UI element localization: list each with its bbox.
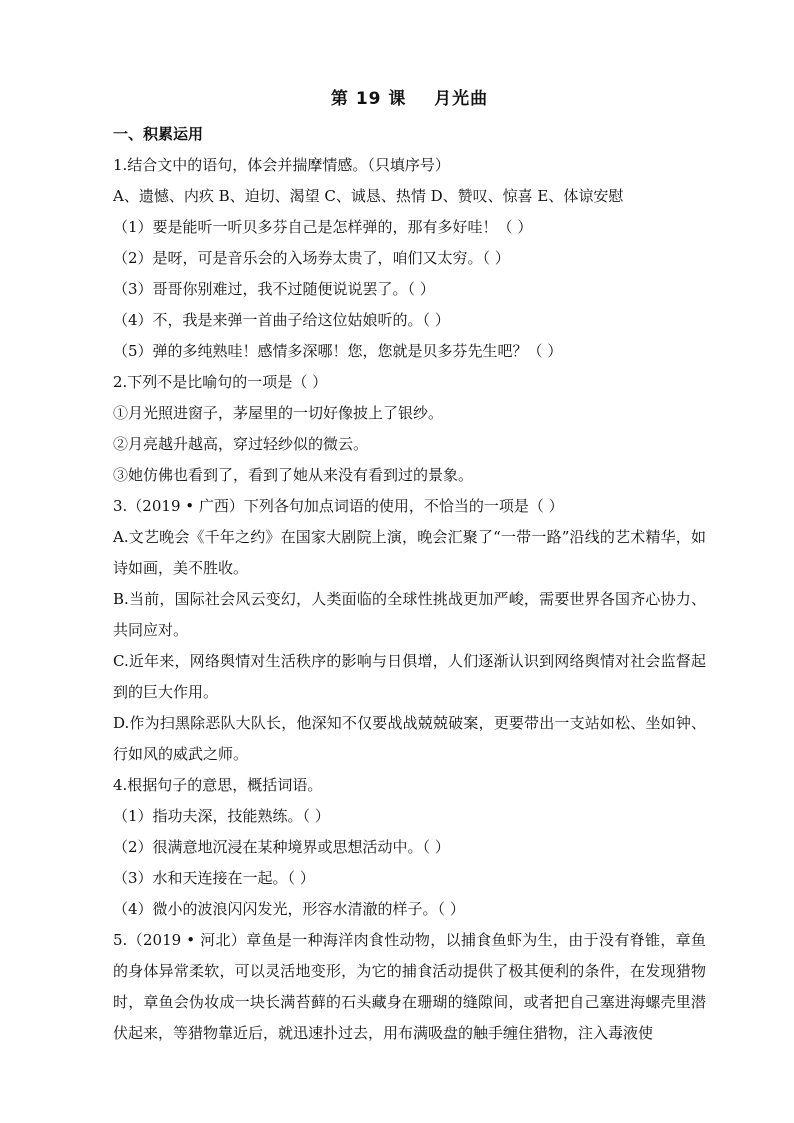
question-4 [113, 770, 706, 925]
question-2-stem: 2.下列不是比喻句的一项是（ ） [113, 373, 328, 391]
question-2-option: ①月光照进窗子，茅屋里的一切好像披上了银纱。 [113, 404, 444, 422]
question-1-options: A、遗憾、内疚 B、迫切、渴望 C、诚恳、热情 D、赞叹、惊喜 E、体谅安慰 [113, 187, 624, 205]
question-3-stem: 3.（2019 • 广西）下列各句加点词语的使用，不恰当的一项是（ ） [113, 497, 564, 515]
question-3-option-a: A.文艺晚会《千年之约》在国家大剧院上演，晚会汇聚了“一带一路”沿线的艺术精华，如诗如画，美不胜收。 [113, 528, 706, 577]
question-2 [113, 367, 706, 491]
question-1 [113, 150, 706, 367]
question-1-item: （5）弹的多纯熟哇！感情多深哪！您，您就是贝多芬先生吧？（ ） [113, 342, 563, 360]
question-5 [113, 925, 706, 1049]
question-5-passage: 5.（2019 • 河北）章鱼是一种海洋肉食性动物，以捕食鱼虾为生，由于没有脊锥，章鱼的身体异常柔软，可以灵活地变形，为它的捕食活动提供了极其便利的条件，在发现猎物时，章鱼会伪妆成一块长满苔藓的石头藏身在珊瑚的缝隙间，或者把自己塞进海螺壳里潜伏起来，等猎物靠近后，就迅速扑过去，用布满吸盘的触手缠住猎物，注入毒液使 [113, 931, 706, 1042]
question-3-option-b: B.当前，国际社会风云变幻，人类面临的全球性挑战更加严峻，需要世界各国齐心协力、共同应对。 [113, 590, 706, 639]
question-2-option: ②月亮越升越高，穿过轻纱似的微云。 [113, 435, 369, 453]
lesson-title: 第 19 课 月光曲 [330, 89, 489, 109]
section-heading-accumulation: 一、积累运用 [113, 125, 204, 143]
question-4-item: （4）微小的波浪闪闪发光，形容水清澈的样子。（ ） [113, 900, 465, 918]
question-4-stem: 4.根据句子的意思，概括词语。 [113, 776, 323, 794]
question-4-item: （1）指功夫深，技能熟练。（ ） [113, 807, 330, 825]
question-3-option-c: C.近年来，网络舆情对生活秩序的影响与日俱增，人们逐渐认识到网络舆情对社会监督起到的巨大作用。 [113, 652, 706, 701]
question-1-item: （3）哥哥你别难过，我不过随便说说罢了。（ ） [113, 280, 435, 298]
question-1-item: （2）是呀，可是音乐会的入场券太贵了，咱们又太穷。（ ） [113, 249, 510, 267]
question-3 [113, 491, 706, 770]
question-4-item: （2）很满意地沉浸在某种境界或思想活动中。（ ） [113, 838, 450, 856]
question-1-item: （1）要是能听一听贝多芬自己是怎样弹的，那有多好哇！（ ） [113, 218, 533, 236]
question-4-item: （3）水和天连接在一起。（ ） [113, 869, 315, 887]
question-2-option: ③她仿佛也看到了，看到了她从来没有看到过的景象。 [113, 466, 474, 484]
question-1-item: （4）不，我是来弹一首曲子给这位姑娘听的。（ ） [113, 311, 450, 329]
question-1-stem: 1.结合文中的语句，体会并揣摩情感。（只填序号） [113, 156, 450, 174]
question-3-option-d: D.作为扫黑除恶队大队长，他深知不仅要战战兢兢破案，更要带出一支站如松、坐如钟、行如风的威武之师。 [113, 714, 706, 763]
